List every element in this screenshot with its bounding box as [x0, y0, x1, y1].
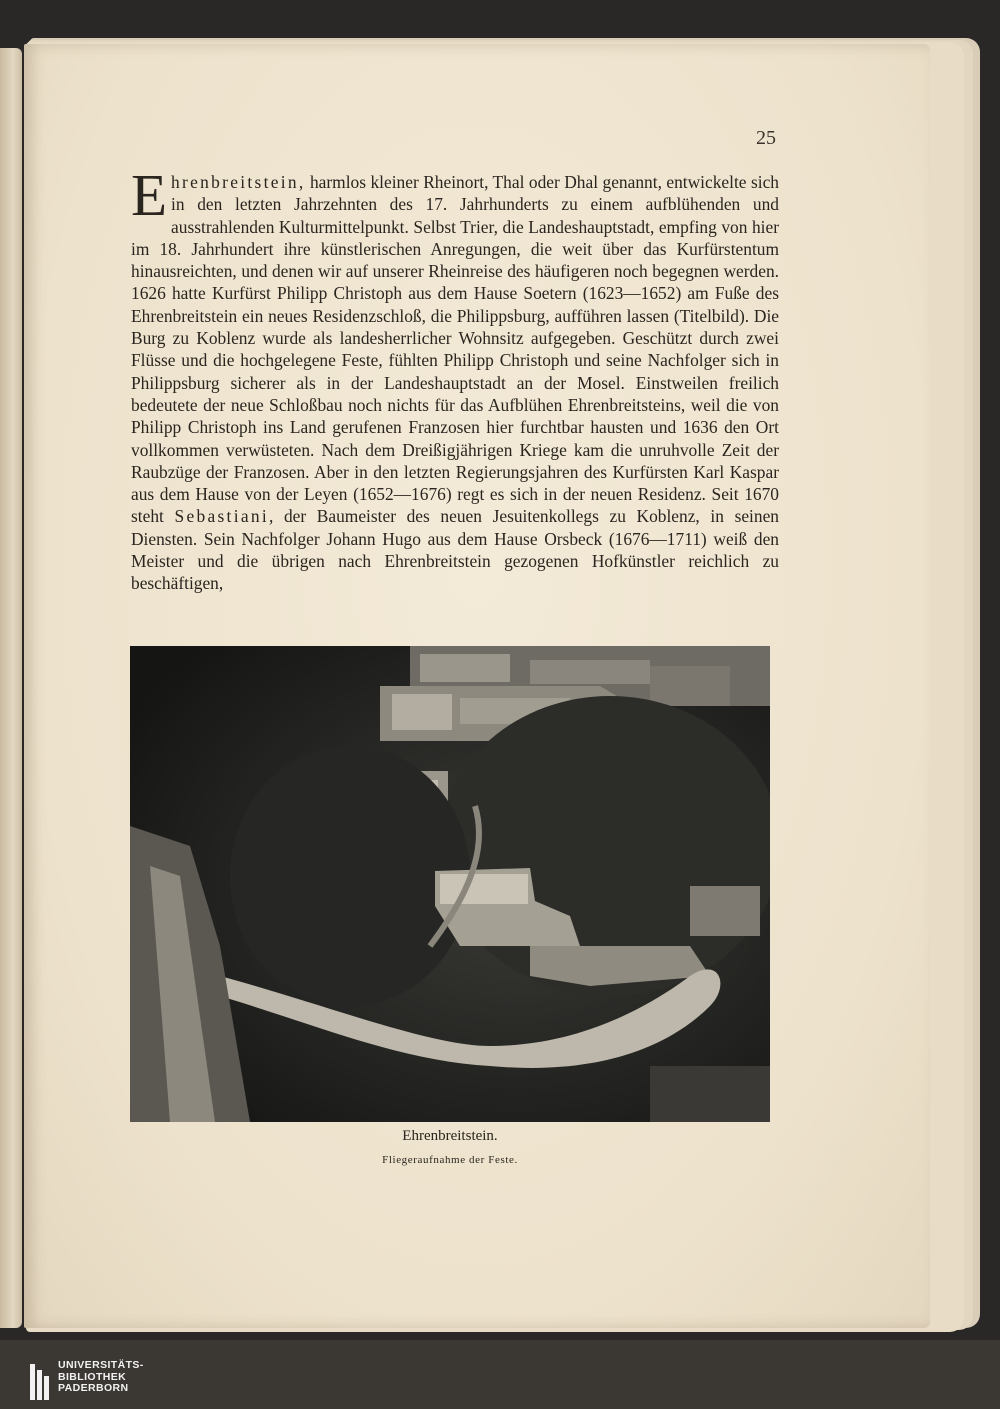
figure-caption-subtitle: Fliegeraufnahme der Feste.	[382, 1154, 518, 1166]
body-text-part1: harmlos kleiner Rheinort, Thal oder Dhal genannt, entwickelte sich in den letzten Jahrzehnten des 17. Jahrhunderts zu einem aufblühenden und ausstrahlenden Kulturmittelpunkt. Selbst Trier, die Landeshauptstadt, empfing von hier im 18. Jahrhundert ihre künstlerischen Anregungen, die weit über das Kurfürstentum hinausreichten, und denen wir auf unserer Rheinreise des häufigeren noch begegnen werden. 1626 hatte Kurfürst Philipp Christoph aus dem Hause Soetern (1623—1652) am Fuße des Ehrenbreitstein ein neues Residenzschloß, die Philippsburg, aufführen lassen (Titelbild). Die Burg zu Koblenz wurde als landesherrlicher Wohnsitz aufgegeben. Geschützt durch zwei Flüsse und die hochgelegene Feste, fühlten Philipp Christoph und seine Nachfolger sich in Philippsburg sicherer als in der Landeshauptstadt an der Mosel. Einstweilen freilich bedeutete der neue Schloßbau noch nichts für das Aufblühen Ehrenbreitsteins, weil die von Philipp Christoph ins Land gerufenen Franzosen hier furchtbar hausten und 1636 den Ort vollkommen verwüsteten. Nach dem Dreißigjährigen Kriege kam die unruhvolle Zeit der Raubzüge der Franzosen. Aber in den letzten Regierungsjahren des Kurfürsten Karl Kaspar aus dem Hause von der Leyen (1652—1676) regt es sich in der neuen Residenz. Seit 1670 steht	[131, 172, 779, 527]
footer-bar	[0, 1340, 1000, 1409]
logo-line-1: UNIVERSITÄTS-	[58, 1359, 144, 1371]
logo-line-3: PADERBORN	[58, 1382, 129, 1394]
left-page-edge	[0, 48, 22, 1328]
spaced-name: Sebastiani	[174, 506, 269, 527]
library-logo-text	[58, 1360, 144, 1395]
figure-caption-title: Ehrenbreitstein.	[402, 1128, 498, 1144]
page-number: 25	[756, 127, 776, 149]
drop-cap: E	[131, 162, 168, 228]
first-word: hrenbreitstein,	[171, 172, 306, 192]
library-logo-icon	[30, 1364, 50, 1400]
body-text-part2: , der Baumeister des neuen Jesuitenkollegs zu Koblenz, in seinen Diensten. Sein Nachfolger Johann Hugo aus dem Hause Orsbeck (1676—1711) weiß den Meister und die übrigen nach Ehrenbreitstein gezogenen Hofkünstler reichlich zu beschäftigen,	[131, 506, 779, 594]
aerial-photo-illustration	[130, 646, 770, 1122]
aerial-photo	[130, 646, 770, 1122]
body-paragraph	[131, 162, 779, 595]
logo-line-2: BIBLIOTHEK	[58, 1370, 127, 1383]
